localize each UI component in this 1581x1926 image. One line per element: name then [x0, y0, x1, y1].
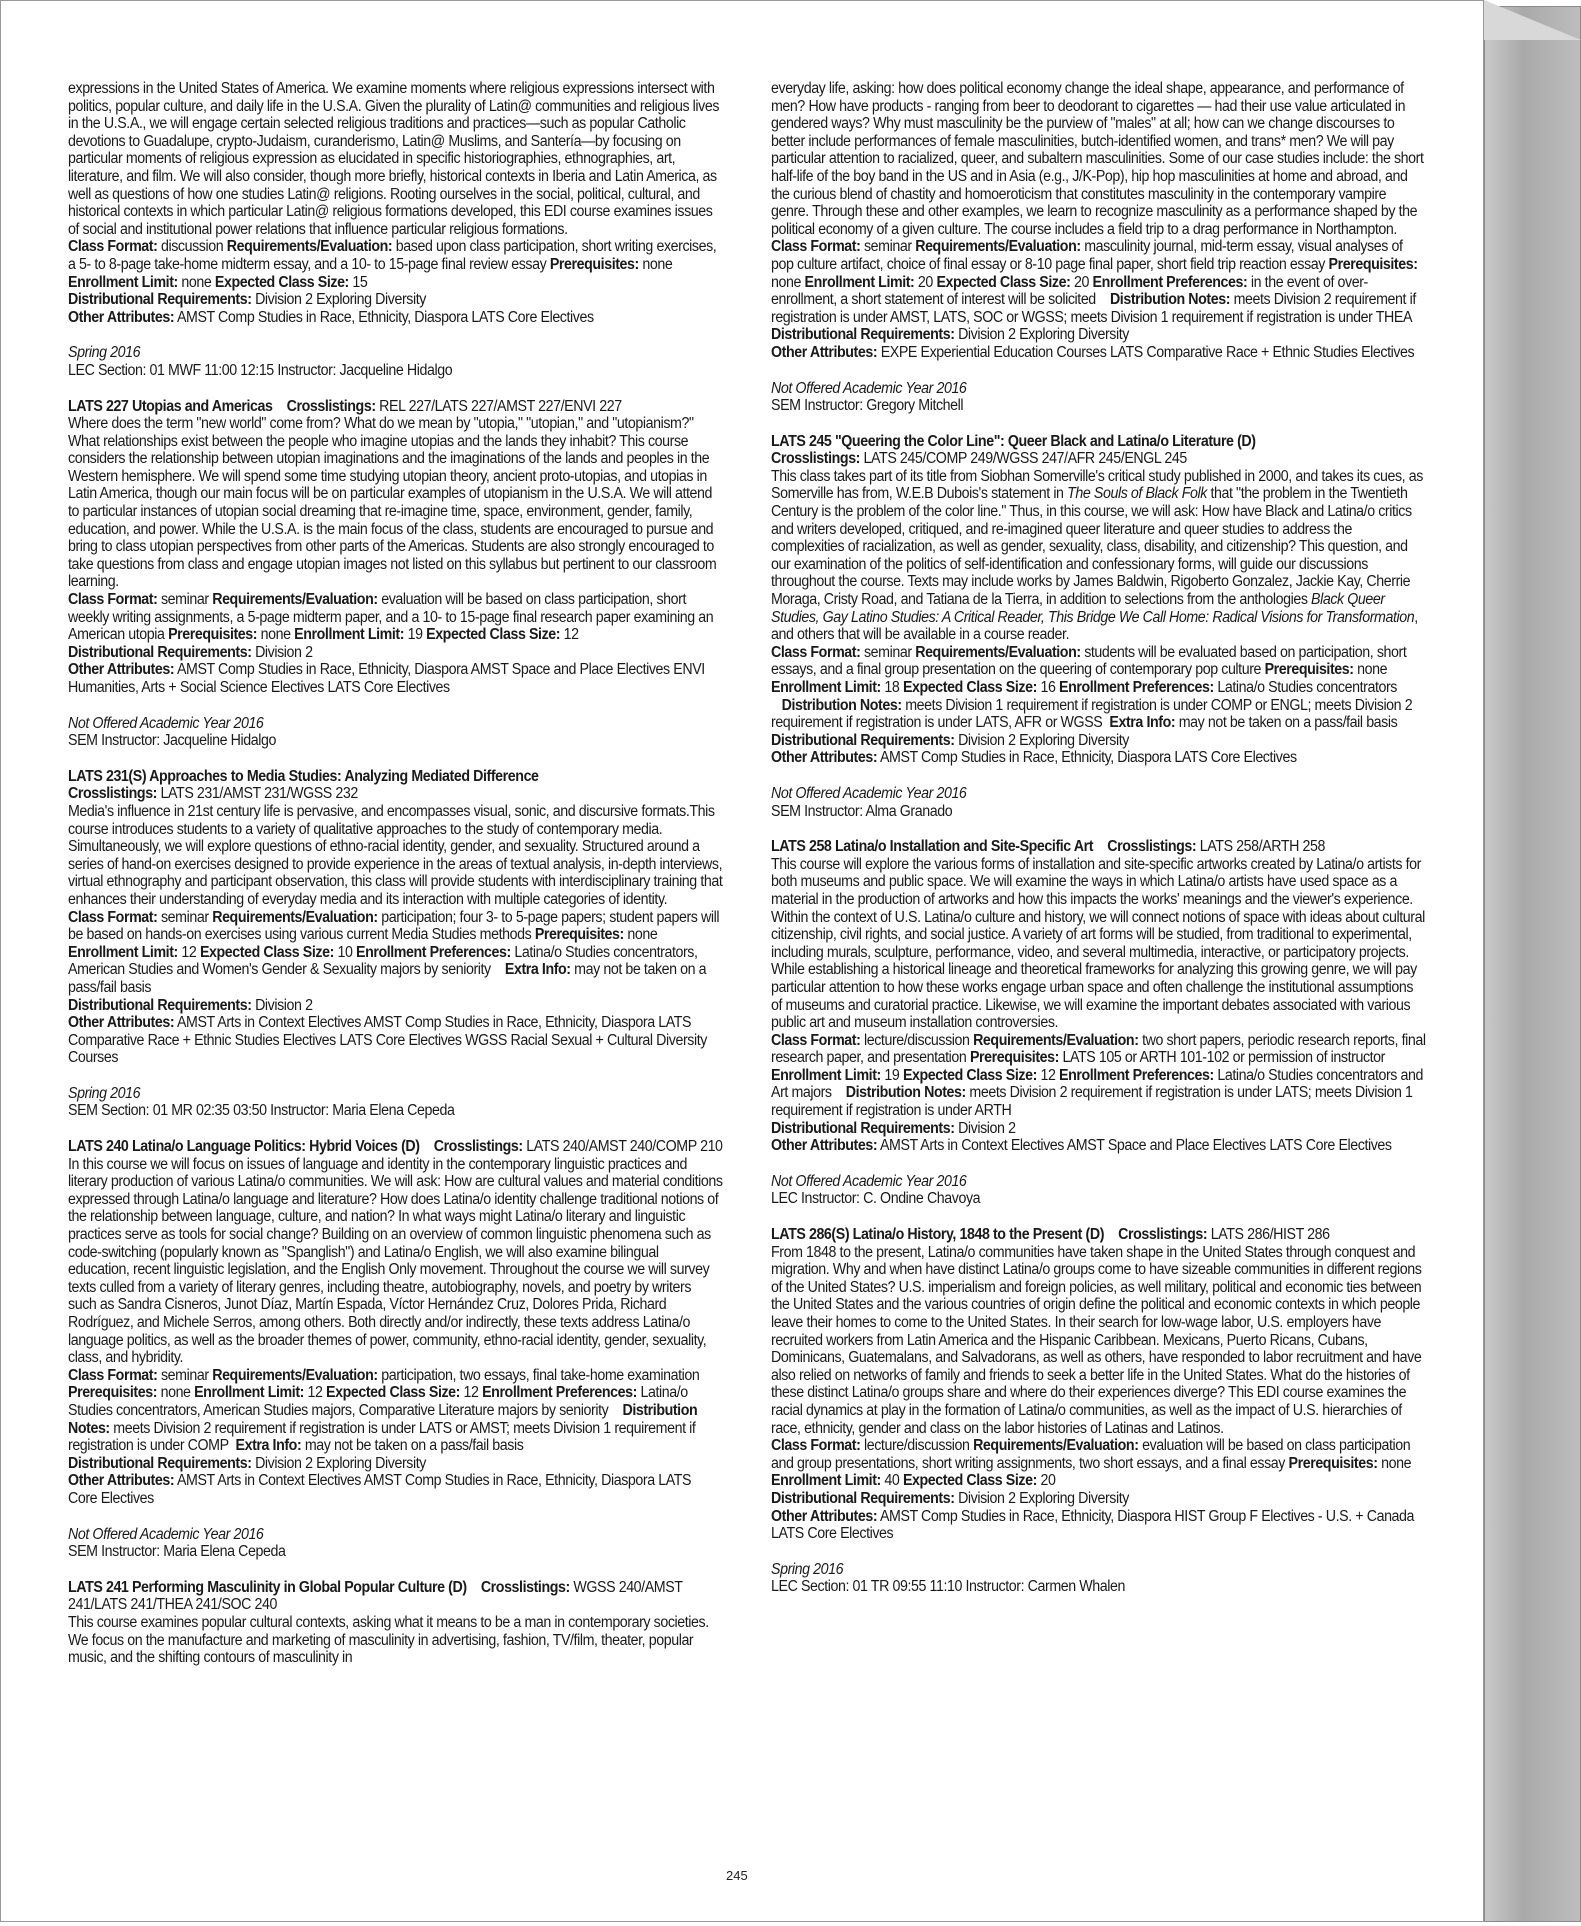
- course-title: LATS 245 "Queering the Color Line": Queer Black and Latina/o Literature (D): [771, 432, 1256, 450]
- crosslistings: LATS 286/HIST 286: [1210, 1226, 1330, 1244]
- course-heading: LATS 286(S) Latina/o History, 1848 to the Present (D) Crosslistings: LATS 286/HIST 286: [771, 1226, 1330, 1244]
- course-details: Class Format: seminar Requirements/Evaluation: evaluation will be based on class participation, short weekly writing assignments, a 5-page midterm paper, and a 10- to 15-page final research paper examining an American utopia Prerequisites: none Enrollment Limit: 19 Expected Class Size: 12: [68, 591, 714, 644]
- course-description: Media's influence in 21st century life is pervasive, and encompasses visual, sonic, and discursive formats.This course introduces students to a variety of qualitative approaches to the study of contemporary media. Simultaneously, we will explore questions of ethno-racial identity, gender, and sexuality. Structured around a series of hand-on exercises designed to provide experience in the areas of textual analysis, in-depth interviews, virtual ethnography and participant observation, this class will provide students with interdisciplinary training that enhances their understanding of everyday media and its interaction with multiple categories of identity.: [68, 802, 723, 908]
- term: Not Offered Academic Year 2016: [771, 784, 967, 802]
- course-description: everyday life, asking: how does political economy change the ideal shape, appearance, and performance of men? How have products - ranging from beer to deodorant to cigarettes — had their use value articulated in gendered ways? Why must masculinity be the purview of "males" at all; how can we change discourses to better include performances of female masculinities, butch-identified women, and trans* men? We will pay particular attention to racialized, queer, and subaltern masculinities. Some of our case studies include: the short half-life of the boy band in the US and in Asia (e.g., J/K-Pop), hip hop masculinities at home and abroad, and the curious blend of chastity and homoeroticism that constitutes masculinity in the contemporary vampire genre. Through these and other examples, we learn to recognize masculinity as a performance shaped by the political economy of a given culture. The course includes a field trip to a drag performance in Northampton.: [771, 80, 1424, 238]
- course-title: LATS 258 Latina/o Installation and Site-Specific Art: [771, 838, 1094, 856]
- course-details: Class Format: seminar Requirements/Evaluation: students will be evaluated based on participation, short essays, and a final group presentation on the queering of contemporary pop culture Prerequisites: none Enrollment Limit: 18 Expected Class Size: 16 Enrollment Preferences: Latina/o Studies concentrators Distribution Notes: meets Division 1 requirement if registration is under COMP or ENGL; meets Division 2 requirement if registration is under LATS, AFR or WGSS Extra Info: may not be taken on a pass/fail basis: [771, 643, 1413, 732]
- section-info: LEC Section: 01 MWF 11:00 12:15 Instructor: Jacqueline Hidalgo: [68, 361, 453, 379]
- term: Spring 2016: [68, 1084, 141, 1102]
- distributional-requirements: Distributional Requirements: Division 2 Exploring Diversity: [771, 326, 1129, 344]
- course-details: Class Format: seminar Requirements/Evaluation: masculinity journal, mid-term essay, visual analyses of pop culture artifact, choice of final essay or 8-10 page final paper, short field trip reaction essay Prerequisites: none Enrollment Limit: 20 Expected Class Size: 20 Enrollment Preferences: in the event of over-enrollment, a short statement of interest will be solicited Distribution Notes: meets Division 2 requirement if registration is under AMST, LATS, SOC or WGSS; meets Division 1 requirement if registration is under THEA: [771, 238, 1418, 326]
- section-info: SEM Instructor: Alma Granado: [771, 802, 953, 820]
- crosslistings: LATS 240/AMST 240/COMP 210: [526, 1138, 723, 1156]
- section-info: SEM Instructor: Gregory Mitchell: [771, 397, 964, 415]
- distributional-requirements: Distributional Requirements: Division 2 Exploring Diversity: [771, 1489, 1129, 1507]
- distributional-requirements: Distributional Requirements: Division 2 Exploring Diversity: [68, 291, 426, 309]
- course-heading: [68, 768, 723, 786]
- distributional-requirements: Distributional Requirements: Division 2: [68, 643, 313, 661]
- course-heading: LATS 241 Performing Masculinity in Global Popular Culture (D) Crosslistings: WGSS 240/AMST 241/LATS 241/THEA 241/SOC 240: [68, 1578, 683, 1614]
- course-details: Class Format: seminar Requirements/Evaluation: participation; four 3- to 5-page papers; student papers will be based on hands-on exercises using various current Media Studies methods Prerequisites: none Enrollment Limit: 12 Expected Class Size: 10 Enrollment Preferences: Latina/o Studies concentrators, American Studies and Women's Gender & Sexuality majors by seniority Extra Info: may not be taken on a pass/fail basis: [68, 908, 720, 996]
- crosslistings: LATS 258/ARTH 258: [1199, 838, 1326, 856]
- course-description: expressions in the United States of America. We examine moments where religious expressions intersect with politics, popular culture, and daily life in the U.S.A. Given the plurality of Latin@ communities and religious lives in the U.S.A., we will engage certain selected religious traditions and practices—such as popular Catholic devotions to Guadalupe, crypto-Judaism, curanderismo, Latin@ Muslims, and Santería—by focusing on particular moments of religious expression as elucidated in specific historiographies, ethnographies, art, literature, and film. We will also consider, though more briefly, historical contexts in Iberia and Latin America, as well as questions of how one studies Latin@ religions. Rooting ourselves in the social, political, cultural, and historical contexts in which particular Latin@ religious formations developed, this EDI course examines issues of social and institutional power relations that influence particular religious formations.: [68, 80, 720, 238]
- section-info: LEC Instructor: C. Ondine Chavoya: [771, 1190, 981, 1208]
- course-entry-lats-241: [68, 1579, 723, 1667]
- right-column: [771, 80, 1426, 1614]
- course-description: Where does the term "new world" come from? What do we mean by "utopia," "utopian," and "utopianism?" What relationships exist between the people who imagine utopias and the lands they inhabit? This course considers the relationship between utopian imaginations and the imaginations of the lands and peoples in the Western hemisphere. We will spend some time studying utopian theory, ancient proto-utopias, and utopias in Latin America, though our main focus will be on particular examples of utopianism in the U.S.A. We will attend to particular instances of utopian social dreaming that re-imagine time, space, environment, gender, family, education, and power. While the U.S.A. is the main focus of the class, students are encouraged to pursue and bring to class utopian perspectives from other parts of the Americas. Students are also strongly encouraged to take questions from class and engage utopian images not listed on this syllabus but pertinent to our classroom learning.: [68, 415, 717, 591]
- course-details: Class Format: lecture/discussion Requirements/Evaluation: evaluation will be based on class participation and group presentations, short writing assignments, two short essays, and a final essay Prerequisites: none Enrollment Limit: 40 Expected Class Size: 20: [771, 1437, 1412, 1490]
- other-attributes: Other Attributes: AMST Comp Studies in Race, Ethnicity, Diaspora AMST Space and Place Electives ENVI Humanities, Arts + Social Science Electives LATS Core Electives: [68, 661, 705, 696]
- term: Not Offered Academic Year 2016: [68, 714, 264, 732]
- other-attributes: Other Attributes: AMST Comp Studies in Race, Ethnicity, Diaspora LATS Core Electives: [771, 749, 1297, 767]
- crosslistings: LATS 245/COMP 249/WGSS 247/AFR 245/ENGL 245: [863, 450, 1187, 468]
- page-number: 245: [726, 1868, 748, 1883]
- course-title: LATS 227 Utopias and Americas: [68, 397, 273, 415]
- course-entry-lats-241-continued: [771, 80, 1426, 415]
- page-stack-corner: [1484, 0, 1581, 40]
- distributional-requirements: Distributional Requirements: Division 2: [771, 1119, 1016, 1137]
- other-attributes: Other Attributes: AMST Comp Studies in Race, Ethnicity, Diaspora HIST Group F Electives - U.S. + Canada LATS Core Electives: [771, 1507, 1415, 1543]
- term: Not Offered Academic Year 2016: [68, 1525, 264, 1543]
- section-info: SEM Section: 01 MR 02:35 03:50 Instructor: Maria Elena Cepeda: [68, 1102, 455, 1120]
- course-details: Class Format: discussion Requirements/Evaluation: based upon class participation, short writing exercises, a 5- to 8-page take-home midterm essay, and a 10- to 15-page final review essay Prerequisites: none Enrollment Limit: none Expected Class Size: 15: [68, 238, 717, 291]
- left-column: [68, 80, 723, 1685]
- course-description: This course will explore the various forms of installation and site-specific artworks created by Latina/o artists for both museums and public space. We will examine the ways in which Latina/o artists have used space as a material in the production of artworks and how this impacts the works' meanings and the viewer's experience. Within the context of U.S. Latina/o culture and history, we will connect notions of space with ideas about cultural citizenship, civil rights, and social justice. A variety of art forms will be studied, from traditional to experimental, including murals, sculpture, performance, video, and several multimedia, interactive, or participatory projects. While establishing a historical lineage and theoretical frameworks for analyzing this growing genre, we will pay particular attention to how these works engage urban space and often challenge the institutional assumptions of museums and curatorial practice. Likewise, we will examine the important debates associated with various public art and museum installation controversies.: [771, 855, 1425, 1032]
- course-heading: LATS 240 Latina/o Language Politics: Hybrid Voices (D) Crosslistings: LATS 240/AMST 240/COMP 210: [68, 1138, 723, 1156]
- course-description: This class takes part of its title from Siobhan Somerville's critical study published in 2000, and takes its cues, as Somerville has from, W.E.B Dubois's statement in The Souls of Black Folk that "the problem in the Twentieth Century is the problem of the color line." Thus, in this course, we will ask: How have Black and Latina/o critics and writers developed, critiqued, and re-imagined queer literature and queer studies to address the complexities of racialization, as well as gender, sexuality, class, disability, and citizenship? This question, and our examination of the politics of self-identification and confessionary forms, will guide our discussions throughout the course. Texts may include works by James Baldwin, Rigoberto Gonzalez, Jackie Kay, Cherrie Moraga, Cristy Road, and Tatiana de la Tierra, in addition to selections from the anthologies Black Queer Studies, Gay Latino Studies: A Critical Reader, This Bridge We Call Home: Radical Visions for Transformation, and others that will be available in a course reader.: [771, 467, 1423, 644]
- page-stack-edge: [1484, 6, 1581, 1922]
- crosslistings: REL 227/LATS 227/AMST 227/ENVI 227: [379, 397, 622, 415]
- course-details: Class Format: seminar Requirements/Evaluation: participation, two essays, final take-home examination Prerequisites: none Enrollment Limit: 12 Expected Class Size: 12 Enrollment Preferences: Latina/o Studies concentrators, American Studies majors, Comparative Literature majors by seniority Distribution Notes: meets Division 2 requirement if registration is under LATS or AMST; meets Division 1 requirement if registration is under COMP Extra Info: may not be taken on a pass/fail basis: [68, 1366, 700, 1455]
- course-title: LATS 286(S) Latina/o History, 1848 to the Present (D): [771, 1226, 1105, 1244]
- course-entry-lats-227: [68, 398, 723, 750]
- section-info: SEM Instructor: Maria Elena Cepeda: [68, 1543, 286, 1561]
- course-entry-lats-258: [771, 838, 1426, 1208]
- term: Spring 2016: [771, 1560, 844, 1578]
- term: Spring 2016: [68, 344, 141, 362]
- other-attributes: Other Attributes: AMST Arts in Context Electives AMST Comp Studies in Race, Ethnicity, Diaspora LATS Comparative Race + Ethnic Studies Electives LATS Core Electives WGSS Racial Sexual + Cultural Diversity Courses: [68, 1014, 707, 1067]
- distributional-requirements: Distributional Requirements: Division 2 Exploring Diversity: [771, 731, 1129, 749]
- crosslistings: WGSS 240/AMST 241/LATS 241/THEA 241/SOC 240: [68, 1578, 683, 1614]
- other-attributes: Other Attributes: AMST Arts in Context Electives AMST Space and Place Electives LATS Core Electives: [771, 1137, 1392, 1155]
- course-title: LATS 231(S) Approaches to Media Studies: Analyzing Mediated Difference: [68, 767, 539, 785]
- course-description: This course examines popular cultural contexts, asking what it means to be a man in contemporary societies. We focus on the manufacture and marketing of masculinity in advertising, fashion, TV/film, theater, popular music, and the shifting contours of masculinity in: [68, 1613, 709, 1667]
- distributional-requirements: Distributional Requirements: Division 2: [68, 996, 313, 1014]
- course-description: In this course we will focus on issues of language and identity in the contemporary linguistic practices and literary production of various Latina/o communities. We will ask: How are cultural values and material conditions expressed through Latina/o language and literature? How does Latina/o identity challenge traditional notions of the relationship between language, culture, and nation? In what ways might Latina/o literary and linguistic practices serve as tools for social change? Building on an overview of common linguistic phenomena such as code-switching (popularly known as "Spanglish") and Latina/o English, we will also examine bilingual education, recent linguistic legislation, and the English Only movement. Throughout the course we will survey texts culled from a variety of literary genres, including theatre, autobiography, novels, and poetry by writers such as Sandra Cisneros, Junot Díaz, Martín Espada, Víctor Hernández Cruz, Dolores Prida, Richard Rodríguez, and Michele Serros, among others. Both directly and/or indirectly, these texts address Latina/o language politics, as well as the broader themes of power, community, ethno-racial identity, gender, sexuality, class, and hybridity.: [68, 1155, 723, 1367]
- other-attributes: Other Attributes: EXPE Experiential Education Courses LATS Comparative Race + Ethnic Studies Electives: [771, 343, 1415, 361]
- other-attributes: Other Attributes: AMST Comp Studies in Race, Ethnicity, Diaspora LATS Core Electives: [68, 308, 594, 326]
- course-entry-lats-286: [771, 1226, 1426, 1596]
- course-entry-lats-240: [68, 1138, 723, 1561]
- distributional-requirements: Distributional Requirements: Division 2 Exploring Diversity: [68, 1454, 426, 1472]
- course-title: LATS 240 Latina/o Language Politics: Hybrid Voices (D): [68, 1138, 420, 1156]
- course-entry-lats-245: LATS 245 "Queering the Color Line": Queer Black and Latina/o Literature (D) Crosslistings: LATS 245/COMP 249/WGSS 247/AFR 245/ENGL 245 This class takes part of its title from Siobhan Somerville's critical study published in 2000, and takes its cues, as Somerville has from, W.E.B Dubois's statement in The Souls of Black Folk that "the problem in the Twentieth Century is the problem of the color line." Thus, in this course, we will ask: How have Black and Latina/o critics and writers developed, critiqued, and re-imagined queer literature and queer studies to address the complexities of racialization, as well as gender, sexuality, class, disability, and citizenship? This question, and our examination of the politics of self-identification and confessionary forms, will guide our discussions throughout the course. Texts may include works by James Baldwin, Rigoberto Gonzalez, Jackie Kay, Cherrie Moraga, Cristy Road, and Tatiana de la Tierra, in addition to selections from the anthologies Black Queer Studies, Gay Latino Studies: A Critical Reader, This Bridge We Call Home: Radical Visions for Transformation, and others that will be available in a course reader. Class Format: seminar Requirements/Evaluation: students will be evaluated based on participation, short essays, and a final group presentation on the queering of contemporary pop culture Prerequisites: none Enrollment Limit: 18 Expected Class Size: 16 Enrollment Preferences: Latina/o Studies concentrators Distribution Notes: meets Division 1 requirement if registration is under COMP or ENGL; meets Division 2 requirement if registration is under LATS, AFR or WGSS Extra Info: may not be taken on a pass/fail basis Distributional Requirements: Division 2 Exploring Diversity Other Attributes: AMST Comp Studies in Race, Ethnicity, Diaspora LATS Core Electives Not Offered Academic Year 2016 SEM Instructor: Alma Granado: [771, 433, 1426, 820]
- course-description: From 1848 to the present, Latina/o communities have taken shape in the United States through conquest and migration. Why and when have distinct Latina/o groups come to have sizeable communities in different regions of the United States? U.S. imperialism and foreign policies, as well military, political and economic ties between the United States and the various countries of origin define the political and economic contexts in which people leave their homes to come to the United States. In their search for low-wage labor, U.S. employers have recruited workers from Latin America and the Hispanic Caribbean. Mexicans, Puerto Ricans, Cubans, Dominicans, Guatemalans, and Salvadorans, as well as others, have responded to labor recruitment and have also relied on networks of family and friends to seek a better life in the United States. What do the histories of these distinct Latina/o groups share and where do their experiences diverge? This EDI course examines the racial dynamics at play in the formation of Latina/o communities, as well as the impact of U.S. hierarchies of race, ethnicity, gender and class on the labor histories of Latinas and Latinos.: [771, 1243, 1422, 1437]
- section-info: LEC Section: 01 TR 09:55 11:10 Instructor: Carmen Whalen: [771, 1578, 1126, 1596]
- course-heading: LATS 258 Latina/o Installation and Site-Specific Art Crosslistings: LATS 258/ARTH 258: [771, 838, 1326, 856]
- other-attributes: Other Attributes: AMST Arts in Context Electives AMST Comp Studies in Race, Ethnicity, Diaspora LATS Core Electives: [68, 1472, 692, 1507]
- course-details: Class Format: lecture/discussion Requirements/Evaluation: two short papers, periodic research reports, final research paper, and presentation Prerequisites: LATS 105 or ARTH 101-102 or permission of instructor Enrollment Limit: 19 Expected Class Size: 12 Enrollment Preferences: Latina/o Studies concentrators and Art majors Distribution Notes: meets Division 2 requirement if registration is under LATS; meets Division 1 requirement if registration is under ARTH: [771, 1031, 1426, 1120]
- section-info: SEM Instructor: Jacqueline Hidalgo: [68, 732, 276, 750]
- course-entry-continued: [68, 80, 723, 380]
- course-title: LATS 241 Performing Masculinity in Global Popular Culture (D): [68, 1578, 467, 1596]
- term: Not Offered Academic Year 2016: [771, 379, 967, 397]
- course-entry-lats-231: LATS 231(S) Approaches to Media Studies: Analyzing Mediated Difference Crosslistings: LATS 231/AMST 231/WGSS 232 Media's influence in 21st century life is pervasive, and encompasses visual, sonic, and discursive formats.This course introduces students to a variety of qualitative approaches to the study of contemporary media. Simultaneously, we will explore questions of ethno-racial identity, gender, and sexuality. Structured around a series of hand-on exercises designed to provide experience in the areas of textual analysis, in-depth interviews, virtual ethnography and participant observation, this class will provide students with interdisciplinary training that enhances their understanding of everyday media and its interaction with multiple categories of identity. Class Format: seminar Requirements/Evaluation: participation; four 3- to 5-page papers; student papers will be based on hands-on exercises using various current Media Studies methods Prerequisites: none Enrollment Limit: 12 Expected Class Size: 10 Enrollment Preferences: Latina/o Studies concentrators, American Studies and Women's Gender & Sexuality majors by seniority Extra Info: may not be taken on a pass/fail basis Distributional Requirements: Division 2 Other Attributes: AMST Arts in Context Electives AMST Comp Studies in Race, Ethnicity, Diaspora LATS Comparative Race + Ethnic Studies Electives LATS Core Electives WGSS Racial Sexual + Cultural Diversity Courses Spring 2016 SEM Section: 01 MR 02:35 03:50 Instructor: Maria Elena Cepeda: [68, 767, 723, 1120]
- course-heading: [771, 433, 1426, 451]
- crosslistings: LATS 231/AMST 231/WGSS 232: [160, 785, 358, 803]
- course-heading: LATS 227 Utopias and Americas Crosslistings: REL 227/LATS 227/AMST 227/ENVI 227: [68, 397, 622, 415]
- term: Not Offered Academic Year 2016: [771, 1172, 967, 1190]
